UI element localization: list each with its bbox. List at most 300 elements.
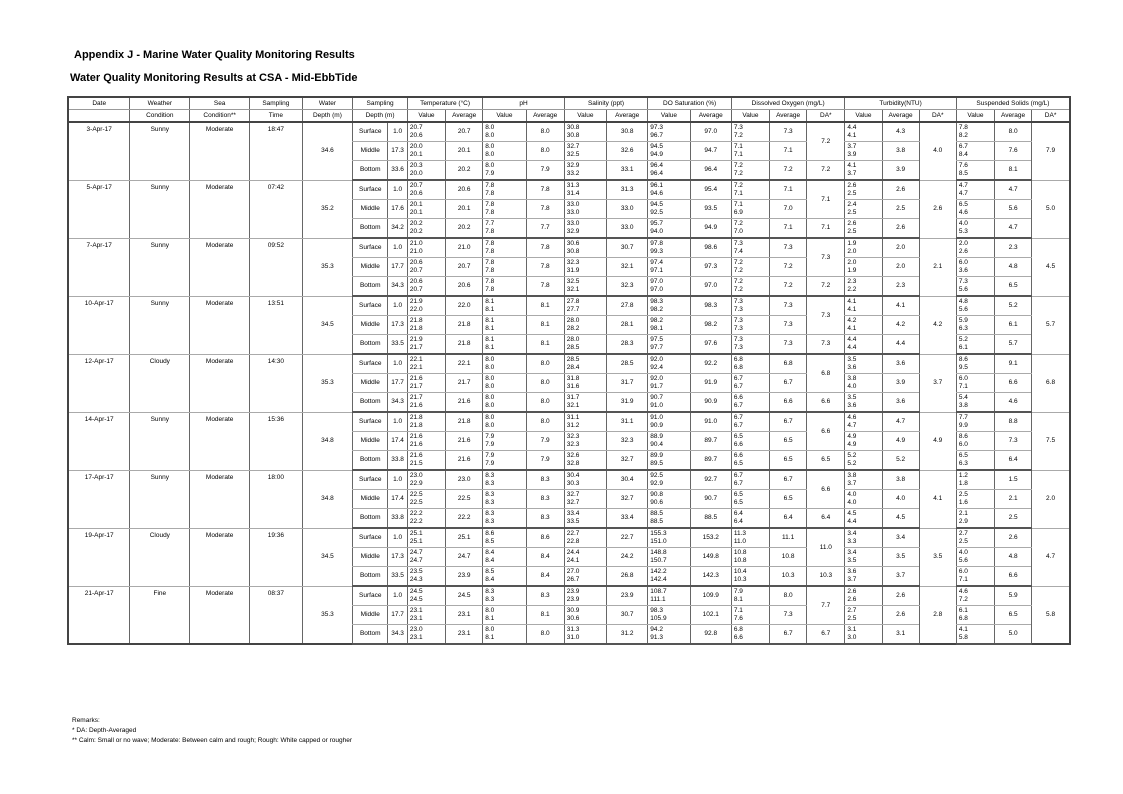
ph-values-reading-2: 8.0 xyxy=(485,364,495,371)
water-depth-cell: 35.3 xyxy=(302,354,353,412)
sampling-depth-cell: 1.0 xyxy=(388,354,408,374)
ph-values-reading-2: 7.9 xyxy=(485,170,495,177)
sampling-level-cell: Surface xyxy=(353,528,388,548)
sampling-level-cell: Bottom xyxy=(353,393,388,413)
temperature-values-reading-2: 20.7 xyxy=(409,286,423,293)
suspended-solids-values xyxy=(956,161,994,181)
salinity-values xyxy=(564,200,606,219)
temperature-values-reading-1: 21.9 xyxy=(409,336,423,343)
ph-values xyxy=(483,567,526,587)
suspended-solids-values xyxy=(956,412,994,432)
sampling-depth-cell: 17.7 xyxy=(388,374,408,393)
ph-values-reading-1: 8.0 xyxy=(485,394,495,401)
dissolved-oxygen-da: 6.6 xyxy=(807,412,845,451)
do-saturation-values-reading-2: 94.9 xyxy=(650,151,663,158)
sampling-depth-cell: 33.8 xyxy=(388,451,408,471)
suspended-solids-average: 6.5 xyxy=(995,277,1032,297)
suspended-solids-values xyxy=(956,393,994,413)
dissolved-oxygen-values xyxy=(731,490,769,509)
ph-average: 8.0 xyxy=(526,625,564,645)
ph-values-reading-2: 8.3 xyxy=(485,596,495,603)
header-do-saturation: DO Saturation (%) xyxy=(648,97,732,110)
sampling-depth-cell: 33.5 xyxy=(388,335,408,355)
turbidity-values-reading-1: 4.1 xyxy=(847,162,857,169)
ph-values xyxy=(483,451,526,471)
do-saturation-values-reading-2: 99.3 xyxy=(650,248,663,255)
suspended-solids-values-reading-1: 6.5 xyxy=(958,201,968,208)
suspended-solids-values-reading-1: 2.5 xyxy=(958,491,968,498)
water-depth-cell: 34.8 xyxy=(302,412,353,470)
suspended-solids-values xyxy=(956,567,994,587)
header-dos-value: Value xyxy=(648,110,690,123)
ph-values-reading-2: 8.5 xyxy=(485,538,495,545)
dissolved-oxygen-average: 6.4 xyxy=(770,509,807,529)
salinity-average: 31.9 xyxy=(607,393,648,413)
sampling-depth-cell: 17.3 xyxy=(388,548,408,567)
sampling-time-cell: 18:00 xyxy=(250,470,303,528)
suspended-solids-values-reading-1: 4.7 xyxy=(958,182,968,189)
salinity-values-reading-1: 32.7 xyxy=(566,491,580,498)
dissolved-oxygen-values-reading-1: 7.3 xyxy=(733,124,743,131)
sampling-depth-cell: 1.0 xyxy=(388,238,408,258)
sampling-time-cell: 13:51 xyxy=(250,296,303,354)
salinity-values-reading-2: 33.5 xyxy=(566,518,580,525)
turbidity-average: 4.2 xyxy=(882,316,919,335)
date-cell: 7-Apr-17 xyxy=(68,238,130,296)
sampling-depth-cell: 33.8 xyxy=(388,509,408,529)
dissolved-oxygen-values xyxy=(731,625,769,645)
salinity-values-reading-1: 23.9 xyxy=(566,588,580,595)
ph-values-reading-1: 8.5 xyxy=(485,568,495,575)
do-saturation-values xyxy=(648,606,690,625)
suspended-solids-average: 2.6 xyxy=(995,528,1032,548)
do-saturation-values-reading-2: 92.4 xyxy=(650,364,663,371)
temperature-average: 20.6 xyxy=(446,180,483,200)
ph-values-reading-1: 8.0 xyxy=(485,162,495,169)
dissolved-oxygen-values xyxy=(731,122,769,142)
ph-values-reading-1: 8.4 xyxy=(485,549,495,556)
ph-values xyxy=(483,490,526,509)
sampling-depth-cell: 34.3 xyxy=(388,625,408,645)
do-saturation-average: 97.0 xyxy=(690,122,731,142)
dissolved-oxygen-values-reading-1: 7.3 xyxy=(733,240,743,247)
header-water-depth-sub: Depth (m) xyxy=(302,110,353,123)
do-saturation-values-reading-2: 88.5 xyxy=(650,518,663,525)
temperature-average: 21.8 xyxy=(446,412,483,432)
temperature-average: 20.1 xyxy=(446,200,483,219)
sampling-depth-cell: 1.0 xyxy=(388,528,408,548)
header-turb-value: Value xyxy=(845,110,882,123)
do-saturation-values xyxy=(648,393,690,413)
dissolved-oxygen-average: 7.2 xyxy=(770,258,807,277)
turbidity-values-reading-1: 3.8 xyxy=(847,472,857,479)
ph-average: 7.8 xyxy=(526,277,564,297)
salinity-values-reading-1: 32.6 xyxy=(566,452,580,459)
sampling-depth-cell: 1.0 xyxy=(388,122,408,142)
ph-values-reading-1: 8.3 xyxy=(485,491,495,498)
do-saturation-values-reading-1: 95.7 xyxy=(650,220,663,227)
suspended-solids-values-reading-2: 6.8 xyxy=(958,615,968,622)
dissolved-oxygen-values xyxy=(731,412,769,432)
header-suspended-solids: Suspended Solids (mg/L) xyxy=(956,97,1070,110)
do-saturation-average: 90.9 xyxy=(690,393,731,413)
salinity-average: 33.1 xyxy=(607,161,648,181)
turbidity-values-reading-1: 4.4 xyxy=(847,124,857,131)
sampling-time-cell: 07:42 xyxy=(250,180,303,238)
dissolved-oxygen-values-reading-1: 7.3 xyxy=(733,317,743,324)
ph-values xyxy=(483,509,526,529)
suspended-solids-da: 7.5 xyxy=(1032,412,1070,470)
suspended-solids-average: 4.8 xyxy=(995,258,1032,277)
do-saturation-values-reading-2: 96.7 xyxy=(650,132,663,139)
do-saturation-values-reading-1: 96.4 xyxy=(650,162,663,169)
do-saturation-values-reading-1: 92.0 xyxy=(650,375,663,382)
temperature-values-reading-1: 21.8 xyxy=(409,317,423,324)
suspended-solids-values-reading-1: 6.0 xyxy=(958,568,968,575)
do-saturation-values xyxy=(648,548,690,567)
turbidity-da: 3.7 xyxy=(919,354,956,412)
dissolved-oxygen-da: 7.3 xyxy=(807,296,845,335)
table-subtitle: Water Quality Monitoring Results at CSA - Mid-EbbTide xyxy=(70,72,358,84)
ph-average: 8.0 xyxy=(526,393,564,413)
table-row xyxy=(68,180,1070,200)
turbidity-average: 3.4 xyxy=(882,528,919,548)
dissolved-oxygen-values-reading-1: 7.3 xyxy=(733,336,743,343)
do-saturation-values-reading-2: 105.9 xyxy=(650,615,667,622)
sampling-depth-cell: 34.2 xyxy=(388,219,408,239)
suspended-solids-values-reading-2: 5.6 xyxy=(958,306,968,313)
suspended-solids-average: 5.7 xyxy=(995,335,1032,355)
turbidity-values xyxy=(845,316,882,335)
ph-values xyxy=(483,142,526,161)
temperature-values xyxy=(407,606,445,625)
turbidity-values xyxy=(845,122,882,142)
salinity-values-reading-2: 32.1 xyxy=(566,402,580,409)
sampling-level-cell: Bottom xyxy=(353,277,388,297)
ph-values-reading-1: 8.0 xyxy=(485,375,495,382)
suspended-solids-values-reading-1: 5.4 xyxy=(958,394,968,401)
temperature-average: 23.9 xyxy=(446,567,483,587)
turbidity-average: 2.0 xyxy=(882,258,919,277)
suspended-solids-values-reading-2: 1.6 xyxy=(958,499,968,506)
weather-cell: Cloudy xyxy=(130,528,190,586)
turbidity-average: 2.6 xyxy=(882,219,919,239)
turbidity-values-reading-1: 4.1 xyxy=(847,298,857,305)
do-saturation-values xyxy=(648,625,690,645)
dissolved-oxygen-values-reading-1: 10.8 xyxy=(733,549,747,556)
sampling-level-cell: Bottom xyxy=(353,335,388,355)
salinity-values-reading-1: 32.9 xyxy=(566,162,580,169)
temperature-values-reading-2: 24.7 xyxy=(409,557,423,564)
dissolved-oxygen-values xyxy=(731,277,769,297)
temperature-values xyxy=(407,509,445,529)
dissolved-oxygen-values-reading-1: 7.9 xyxy=(733,588,743,595)
turbidity-values-reading-2: 4.1 xyxy=(847,132,857,139)
salinity-values-reading-2: 32.7 xyxy=(566,499,580,506)
turbidity-values-reading-2: 3.5 xyxy=(847,557,857,564)
suspended-solids-values xyxy=(956,335,994,355)
salinity-values-reading-2: 31.2 xyxy=(566,422,580,429)
date-cell: 3-Apr-17 xyxy=(68,122,130,180)
remark-depth-averaged: * DA: Depth-Averaged xyxy=(72,727,137,734)
salinity-values xyxy=(564,180,606,200)
header-sea: Sea xyxy=(190,97,250,110)
suspended-solids-values xyxy=(956,548,994,567)
dissolved-oxygen-average: 7.1 xyxy=(770,142,807,161)
salinity-values-reading-2: 31.9 xyxy=(566,267,580,274)
ph-values-reading-1: 7.8 xyxy=(485,240,495,247)
do-saturation-values xyxy=(648,296,690,316)
do-saturation-average: 97.0 xyxy=(690,277,731,297)
suspended-solids-average: 4.6 xyxy=(995,393,1032,413)
turbidity-values xyxy=(845,393,882,413)
turbidity-values-reading-2: 4.4 xyxy=(847,518,857,525)
temperature-values-reading-2: 21.6 xyxy=(409,441,423,448)
sea-condition-cell: Moderate xyxy=(190,586,250,644)
dissolved-oxygen-values xyxy=(731,200,769,219)
header-ss-da: DA* xyxy=(1032,110,1070,123)
turbidity-values-reading-2: 3.0 xyxy=(847,634,857,641)
dissolved-oxygen-average: 7.2 xyxy=(770,277,807,297)
ph-values-reading-2: 7.8 xyxy=(485,209,495,216)
turbidity-average: 3.5 xyxy=(882,548,919,567)
turbidity-da: 2.8 xyxy=(919,586,956,644)
suspended-solids-values-reading-1: 6.0 xyxy=(958,375,968,382)
turbidity-average: 2.6 xyxy=(882,180,919,200)
dissolved-oxygen-values xyxy=(731,567,769,587)
ph-values xyxy=(483,528,526,548)
salinity-values-reading-2: 28.5 xyxy=(566,344,580,351)
do-saturation-values-reading-1: 91.0 xyxy=(650,414,663,421)
temperature-values-reading-2: 25.1 xyxy=(409,538,423,545)
remark-sea-condition: ** Calm: Small or no wave; Moderate: Between calm and rough; Rough: White capped or rougher xyxy=(72,737,353,744)
weather-cell: Sunny xyxy=(130,180,190,238)
suspended-solids-values xyxy=(956,200,994,219)
water-depth-cell: 35.3 xyxy=(302,238,353,296)
turbidity-values xyxy=(845,180,882,200)
suspended-solids-values-reading-1: 2.7 xyxy=(958,530,968,537)
turbidity-average: 3.8 xyxy=(882,142,919,161)
do-saturation-average: 142.3 xyxy=(690,567,731,587)
turbidity-values xyxy=(845,277,882,297)
do-saturation-values-reading-2: 91.3 xyxy=(650,634,663,641)
ph-values-reading-2: 8.4 xyxy=(485,557,495,564)
turbidity-average: 3.9 xyxy=(882,374,919,393)
suspended-solids-values xyxy=(956,316,994,335)
suspended-solids-values xyxy=(956,509,994,529)
suspended-solids-average: 7.6 xyxy=(995,142,1032,161)
dissolved-oxygen-da: 6.8 xyxy=(807,354,845,393)
ph-values xyxy=(483,200,526,219)
salinity-values-reading-2: 24.1 xyxy=(566,557,580,564)
sampling-level-cell: Surface xyxy=(353,122,388,142)
ph-values-reading-2: 8.0 xyxy=(485,422,495,429)
dissolved-oxygen-values-reading-2: 10.3 xyxy=(733,576,747,583)
ph-values xyxy=(483,161,526,181)
temperature-values-reading-2: 21.8 xyxy=(409,422,423,429)
sampling-level-cell: Middle xyxy=(353,432,388,451)
temperature-values xyxy=(407,393,445,413)
suspended-solids-values-reading-1: 2.0 xyxy=(958,240,968,247)
suspended-solids-values-reading-2: 9.9 xyxy=(958,422,968,429)
ph-values-reading-1: 7.9 xyxy=(485,433,495,440)
suspended-solids-values-reading-2: 9.5 xyxy=(958,364,968,371)
suspended-solids-da: 4.7 xyxy=(1032,528,1070,586)
dissolved-oxygen-values-reading-1: 6.7 xyxy=(733,375,743,382)
do-saturation-values-reading-2: 97.1 xyxy=(650,267,663,274)
table-row xyxy=(68,586,1070,606)
do-saturation-values xyxy=(648,238,690,258)
salinity-values xyxy=(564,432,606,451)
salinity-values-reading-2: 32.3 xyxy=(566,441,580,448)
salinity-values xyxy=(564,470,606,490)
turbidity-values xyxy=(845,451,882,471)
do-saturation-values xyxy=(648,470,690,490)
dissolved-oxygen-values-reading-2: 7.1 xyxy=(733,151,743,158)
sampling-level-cell: Surface xyxy=(353,470,388,490)
temperature-average: 20.2 xyxy=(446,161,483,181)
ph-values-reading-2: 8.1 xyxy=(485,634,495,641)
salinity-values xyxy=(564,586,606,606)
suspended-solids-average: 6.1 xyxy=(995,316,1032,335)
ph-values-reading-2: 8.1 xyxy=(485,615,495,622)
turbidity-values-reading-2: 2.6 xyxy=(847,596,857,603)
salinity-average: 32.3 xyxy=(607,432,648,451)
do-saturation-values-reading-1: 98.3 xyxy=(650,298,663,305)
do-saturation-values-reading-1: 155.3 xyxy=(650,530,667,537)
salinity-average: 32.7 xyxy=(607,490,648,509)
dissolved-oxygen-values xyxy=(731,161,769,181)
temperature-values-reading-2: 21.8 xyxy=(409,325,423,332)
temperature-values xyxy=(407,354,445,374)
temperature-values-reading-2: 21.7 xyxy=(409,344,423,351)
salinity-values-reading-2: 32.8 xyxy=(566,460,580,467)
dissolved-oxygen-average: 7.1 xyxy=(770,219,807,239)
turbidity-average: 2.0 xyxy=(882,238,919,258)
dissolved-oxygen-values-reading-1: 7.3 xyxy=(733,298,743,305)
suspended-solids-values-reading-1: 6.7 xyxy=(958,143,968,150)
dissolved-oxygen-da: 7.2 xyxy=(807,122,845,161)
ph-average: 7.8 xyxy=(526,238,564,258)
suspended-solids-values xyxy=(956,606,994,625)
do-saturation-values-reading-2: 98.2 xyxy=(650,306,663,313)
temperature-average: 22.0 xyxy=(446,296,483,316)
salinity-average: 23.9 xyxy=(607,586,648,606)
turbidity-values-reading-2: 3.7 xyxy=(847,480,857,487)
do-saturation-values xyxy=(648,161,690,181)
salinity-values-reading-2: 30.3 xyxy=(566,480,580,487)
ph-values xyxy=(483,548,526,567)
salinity-average: 22.7 xyxy=(607,528,648,548)
table-row xyxy=(68,412,1070,432)
do-saturation-values xyxy=(648,316,690,335)
salinity-values xyxy=(564,625,606,645)
do-saturation-values-reading-2: 94.6 xyxy=(650,190,663,197)
salinity-average: 31.3 xyxy=(607,180,648,200)
table-row xyxy=(68,238,1070,258)
suspended-solids-average: 2.5 xyxy=(995,509,1032,529)
ph-average: 8.3 xyxy=(526,490,564,509)
header-do-average: Average xyxy=(770,110,807,123)
turbidity-values-reading-2: 3.7 xyxy=(847,576,857,583)
do-saturation-values xyxy=(648,451,690,471)
turbidity-values xyxy=(845,354,882,374)
do-saturation-average: 94.9 xyxy=(690,219,731,239)
ph-values-reading-1: 8.0 xyxy=(485,626,495,633)
header-temp-average: Average xyxy=(446,110,483,123)
turbidity-values xyxy=(845,296,882,316)
temperature-values xyxy=(407,625,445,645)
salinity-values xyxy=(564,219,606,239)
turbidity-values-reading-2: 4.9 xyxy=(847,441,857,448)
do-saturation-values-reading-2: 151.0 xyxy=(650,538,667,545)
do-saturation-values-reading-1: 97.5 xyxy=(650,336,663,343)
turbidity-values-reading-1: 4.9 xyxy=(847,433,857,440)
sampling-depth-cell: 17.7 xyxy=(388,258,408,277)
temperature-values xyxy=(407,180,445,200)
suspended-solids-da: 5.0 xyxy=(1032,180,1070,238)
dissolved-oxygen-bottom-da: 10.3 xyxy=(807,567,845,587)
temperature-values-reading-1: 23.1 xyxy=(409,607,423,614)
temperature-values-reading-1: 21.9 xyxy=(409,298,423,305)
turbidity-values-reading-1: 2.6 xyxy=(847,588,857,595)
salinity-average: 28.1 xyxy=(607,316,648,335)
ph-values xyxy=(483,470,526,490)
sea-condition-cell: Moderate xyxy=(190,354,250,412)
ph-values-reading-2: 8.3 xyxy=(485,518,495,525)
turbidity-average: 4.3 xyxy=(882,122,919,142)
do-saturation-average: 91.9 xyxy=(690,374,731,393)
header-ss-average: Average xyxy=(995,110,1032,123)
salinity-values-reading-1: 28.0 xyxy=(566,317,580,324)
dissolved-oxygen-bottom-da: 7.2 xyxy=(807,161,845,181)
date-cell: 5-Apr-17 xyxy=(68,180,130,238)
do-saturation-values-reading-1: 90.7 xyxy=(650,394,663,401)
header-temp-value: Value xyxy=(407,110,445,123)
turbidity-da: 2.1 xyxy=(919,238,956,296)
salinity-values-reading-2: 32.5 xyxy=(566,151,580,158)
ph-values xyxy=(483,606,526,625)
sampling-time-cell: 18:47 xyxy=(250,122,303,180)
temperature-values-reading-1: 22.1 xyxy=(409,356,423,363)
temperature-values xyxy=(407,296,445,316)
turbidity-values-reading-2: 4.1 xyxy=(847,306,857,313)
suspended-solids-values-reading-1: 5.2 xyxy=(958,336,968,343)
suspended-solids-da: 2.0 xyxy=(1032,470,1070,528)
do-saturation-values xyxy=(648,335,690,355)
dissolved-oxygen-values-reading-1: 6.8 xyxy=(733,626,743,633)
turbidity-values xyxy=(845,567,882,587)
dissolved-oxygen-values-reading-1: 7.1 xyxy=(733,607,743,614)
header-water-depth: Water xyxy=(302,97,353,110)
ph-values-reading-2: 8.1 xyxy=(485,306,495,313)
salinity-values xyxy=(564,142,606,161)
suspended-solids-values-reading-1: 6.0 xyxy=(958,259,968,266)
sea-condition-cell: Moderate xyxy=(190,470,250,528)
ph-values-reading-2: 7.8 xyxy=(485,248,495,255)
suspended-solids-values-reading-2: 5.6 xyxy=(958,286,968,293)
turbidity-values-reading-1: 3.4 xyxy=(847,530,857,537)
water-quality-table xyxy=(67,96,1071,645)
do-saturation-average: 97.6 xyxy=(690,335,731,355)
salinity-values-reading-2: 28.4 xyxy=(566,364,580,371)
ph-values xyxy=(483,219,526,239)
do-saturation-average: 89.7 xyxy=(690,432,731,451)
salinity-average: 32.7 xyxy=(607,451,648,471)
do-saturation-values xyxy=(648,509,690,529)
appendix-title: Appendix J - Marine Water Quality Monitoring Results xyxy=(74,49,355,61)
ph-values-reading-2: 7.8 xyxy=(485,190,495,197)
